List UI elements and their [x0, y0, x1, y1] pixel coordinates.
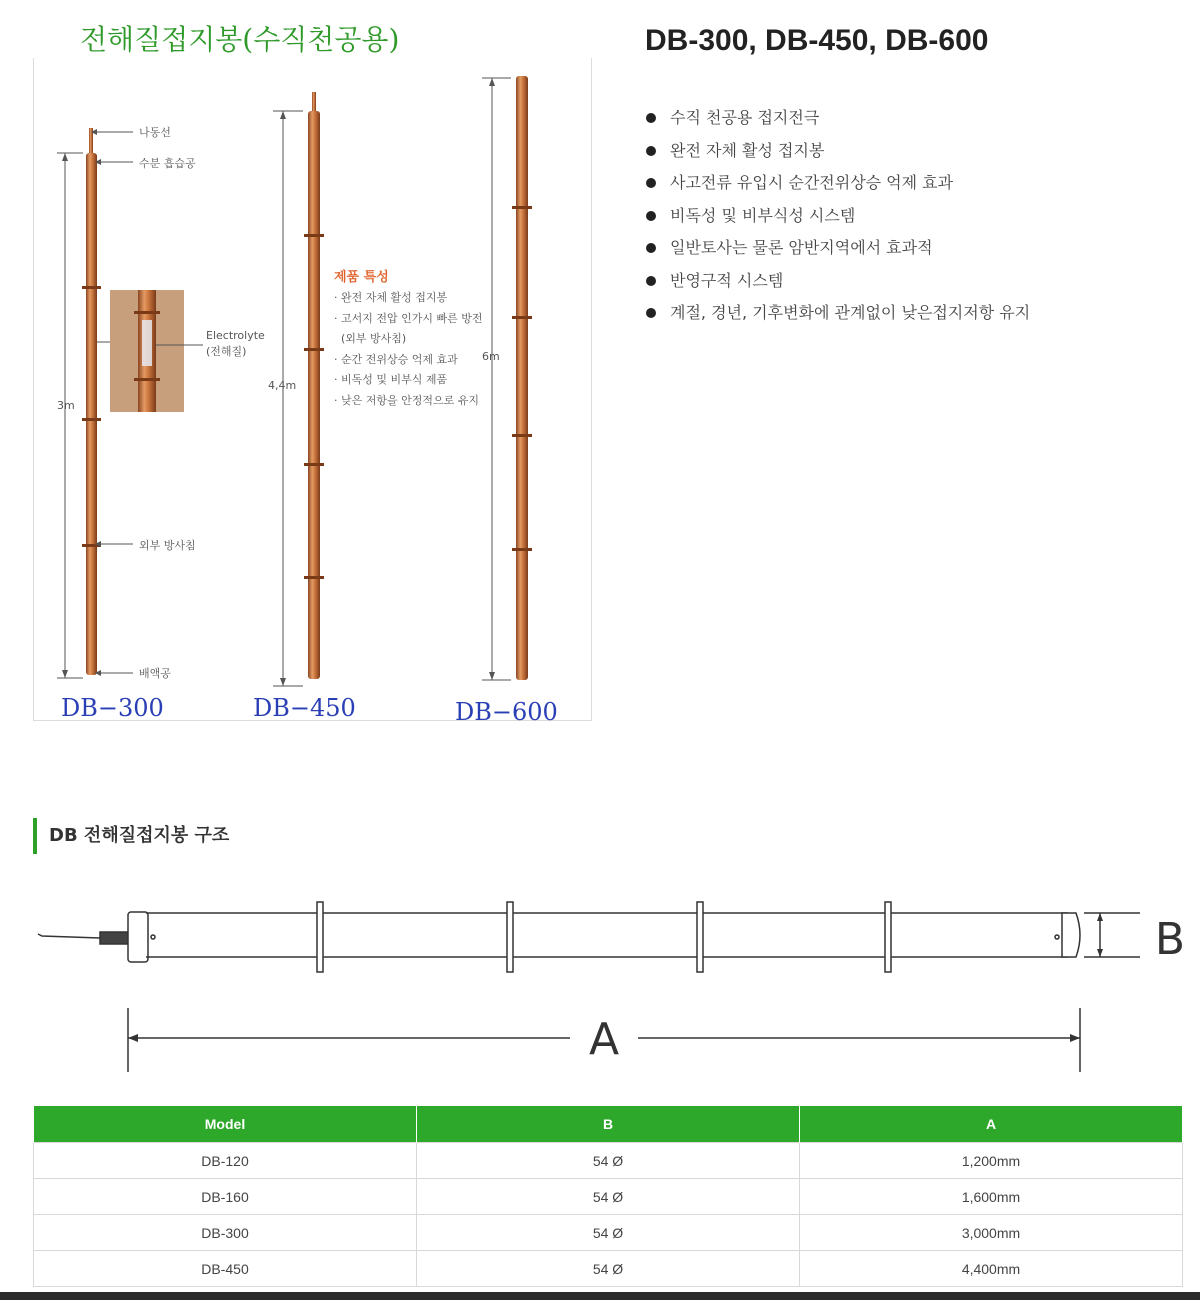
- table-row: [34, 1215, 1183, 1251]
- cell-a: 1,600mm: [800, 1179, 1183, 1215]
- cell-a: 3,000mm: [800, 1215, 1183, 1251]
- rod-length-label: 4,4m: [268, 379, 297, 392]
- cell-model: DB-450: [34, 1251, 417, 1287]
- spec-bullet: 비독성 및 비부식성 시스템: [645, 200, 1030, 233]
- rod-db300: [57, 128, 203, 678]
- cell-b: 54 Ø: [417, 1143, 800, 1179]
- bullet-dot-icon: [646, 243, 656, 253]
- feature-item: · 고서지 전압 인가시 빠른 방전: [334, 311, 483, 325]
- spec-bullet: 반영구적 시스템: [645, 265, 1030, 298]
- page-title: 전해질접지봉(수직천공용): [80, 23, 400, 56]
- rod-length-label: 3m: [57, 399, 75, 412]
- cell-b: 54 Ø: [417, 1215, 800, 1251]
- spec-bullet-list: [645, 102, 1030, 330]
- spec-bullet: 수직 천공용 접지전극: [645, 102, 1030, 135]
- rod-db600: [482, 76, 532, 680]
- column-header-a: A: [800, 1106, 1183, 1143]
- model-label-db300: DB−300: [61, 694, 164, 722]
- spec-bullet: 일반토사는 물론 암반지역에서 효과적: [645, 232, 1030, 265]
- bullet-dot-icon: [646, 113, 656, 123]
- bullet-dot-icon: [646, 211, 656, 221]
- column-header-b: B: [417, 1106, 800, 1143]
- cell-model: DB-300: [34, 1215, 417, 1251]
- cell-b: 54 Ø: [417, 1251, 800, 1287]
- cell-b: 54 Ø: [417, 1179, 800, 1215]
- spec-table: [33, 1106, 1183, 1287]
- callout-external-radial: 외부 방사침: [139, 539, 196, 552]
- bullet-dot-icon: [646, 146, 656, 156]
- model-label-db600: DB−600: [455, 698, 558, 726]
- dim-a-label: A: [588, 1014, 620, 1065]
- cell-model: DB-120: [34, 1143, 417, 1179]
- column-header-model: Model: [34, 1106, 417, 1143]
- feature-box: [334, 266, 483, 411]
- feature-item: · 순간 전위상승 억제 효과: [334, 352, 458, 366]
- spec-bullet: 사고전류 유입시 순간전위상승 억제 효과: [645, 167, 1030, 200]
- rod-illustration: [33, 58, 590, 720]
- cell-a: 4,400mm: [800, 1251, 1183, 1287]
- feature-item: · 비독성 및 비부식 제품: [334, 373, 448, 386]
- structure-section-title: DB 전해질접지봉 구조: [33, 818, 229, 854]
- cell-a: 1,200mm: [800, 1143, 1183, 1179]
- table-row: [34, 1251, 1183, 1287]
- callout-electrolyte-en: Electrolyte: [206, 329, 265, 342]
- model-label-db450: DB−450: [253, 694, 356, 722]
- callout-moisture-hole: 수분 흡습공: [139, 157, 196, 170]
- dim-b-label: B: [1154, 914, 1186, 965]
- feature-item: · 완전 자체 활성 접지봉: [334, 291, 448, 304]
- rod-length-label: 6m: [482, 350, 500, 363]
- feature-item: · 낮은 저항을 안정적으로 유지: [334, 393, 479, 407]
- bullet-dot-icon: [646, 276, 656, 286]
- bullet-dot-icon: [646, 178, 656, 188]
- cell-model: DB-160: [34, 1179, 417, 1215]
- structure-diagram: [0, 880, 1200, 1080]
- bottom-bar: [0, 1292, 1200, 1300]
- callout-electrolyte-ko: (전해질): [206, 345, 247, 358]
- callout-lead-wire: 나동선: [139, 126, 171, 139]
- table-row: [34, 1179, 1183, 1215]
- bullet-dot-icon: [646, 308, 656, 318]
- feature-title: 제품 특성: [334, 270, 389, 285]
- callout-drain-hole: 배액공: [139, 667, 171, 680]
- spec-bullet: 계절, 경년, 기후변화에 관계없이 낮은접지저항 유지: [645, 297, 1030, 330]
- spec-title: DB-300, DB-450, DB-600: [645, 24, 989, 57]
- feature-item: (외부 방사침): [334, 332, 407, 345]
- spec-bullet: 완전 자체 활성 접지봉: [645, 135, 1030, 168]
- table-row: [34, 1143, 1183, 1179]
- table-header-row: [34, 1106, 1183, 1143]
